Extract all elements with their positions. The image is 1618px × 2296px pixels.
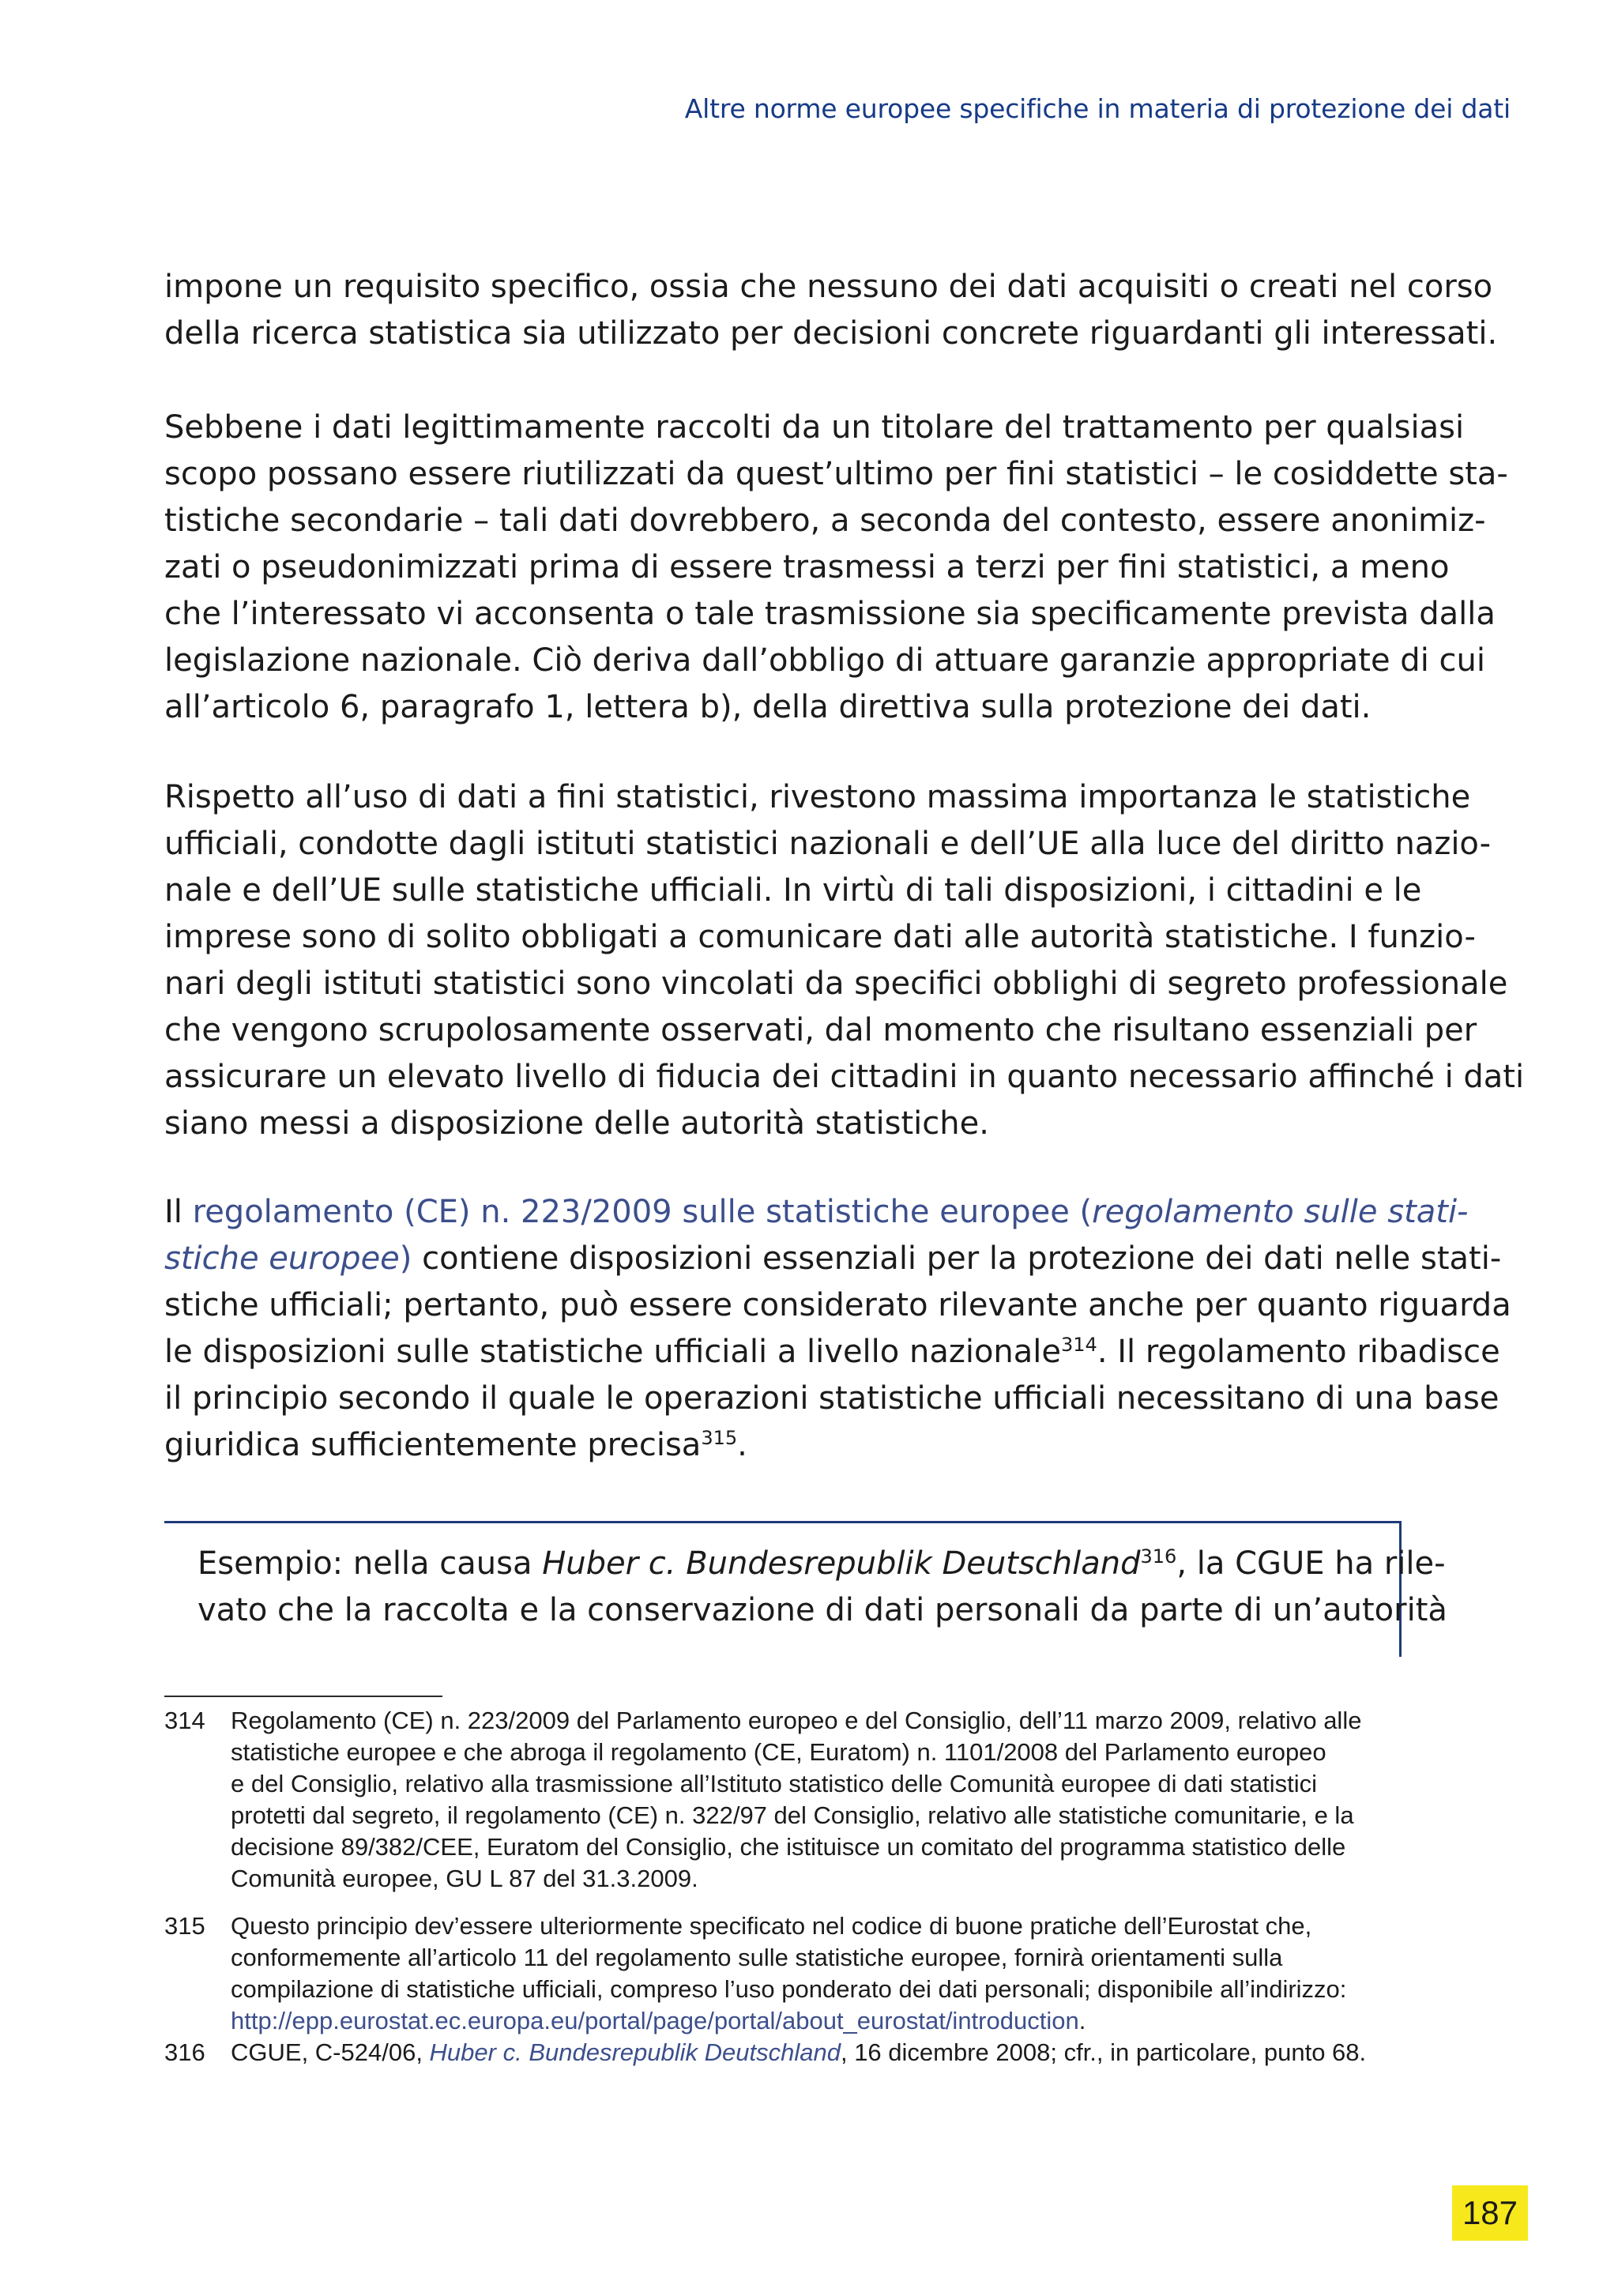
text-line: stiche ufficiali; pertanto, può essere considerato rilevante anche per quanto riguarda [164, 1287, 1511, 1323]
text-line [164, 1236, 1502, 1282]
case-link[interactable]: Huber c. Bundesrepublik Deutschland [429, 2038, 841, 2066]
footnote-body [231, 2037, 1413, 2068]
paragraph-1 [164, 264, 1498, 357]
text-line: zati o pseudonimizzati prima di essere trasmessi a terzi per fini statistici, a meno [164, 549, 1450, 585]
footnote-line: conformemente all’articolo 11 del regolamento sulle statistiche europee, fornirà orientamenti sulla [231, 1944, 1283, 1971]
footnote-line: compilazione di statistiche ufficiali, compreso l’uso ponderato dei dati personali; disponibile all’indirizzo: [231, 1975, 1347, 2003]
footnote-line: Comunità europee, GU L 87 del 31.3.2009. [231, 1865, 698, 1892]
text-span: contiene disposizioni essenziali per la protezione dei dati nelle stati- [412, 1240, 1502, 1277]
text-line [164, 1422, 1401, 1469]
footnote-ref-315[interactable]: 315 [701, 1427, 738, 1449]
link-italic-text: stiche europee [164, 1240, 400, 1277]
footnote-line: statistiche europee e che abroga il regolamento (CE, Euratom) n. 1101/2008 del Parlamento europeo [231, 1738, 1326, 1766]
text-line: scopo possano essere riutilizzati da quest’ultimo per fini statistici – le cosiddette sta- [164, 456, 1508, 492]
page-number: 187 [1452, 2185, 1528, 2241]
text-line: Sebbene i dati legittimamente raccolti da un titolare del trattamento per qualsiasi [164, 409, 1465, 446]
text-line: che vengono scrupolosamente osservati, dal momento che risultano essenziali per [164, 1012, 1477, 1048]
footnote-line: decisione 89/382/CEE, Euratom del Consiglio, che istituisce un comitato del programma statistico delle [231, 1833, 1346, 1861]
text-span: Il [164, 1194, 193, 1230]
running-header: Altre norme europee specifiche in materia di protezione dei dati [684, 93, 1511, 124]
footnote-line: Questo principio dev’essere ulteriormente specificato nel codice di buone pratiche dell’Eurostat che, [231, 1912, 1312, 1940]
footnote-line [231, 2005, 1413, 2037]
footnote-ref-314[interactable]: 314 [1061, 1334, 1097, 1356]
footnote-ref-316[interactable]: 316 [1140, 1545, 1177, 1568]
text-line [164, 1189, 1469, 1236]
text-span: . [1078, 2007, 1086, 2034]
text-line [164, 1329, 1500, 1376]
paragraph-3 [164, 774, 1525, 1147]
regulation-link[interactable] [193, 1194, 1469, 1230]
text-span: CGUE, C-524/06, [231, 2038, 430, 2066]
text-line: ufficiali, condotte dagli istituti statistici nazionali e dell’UE alla luce del diritto nazio- [164, 826, 1492, 862]
footnote-line: e del Consiglio, relativo alla trasmissione all’Istituto statistico delle Comunità europee di dati statistici [231, 1770, 1317, 1797]
footnote-line: protetti dal segreto, il regolamento (CE) n. 322/97 del Consiglio, relativo alle statistiche comunitarie, e la [231, 1801, 1354, 1829]
example-text [198, 1541, 1447, 1634]
text-line: che l’interessato vi acconsenta o tale trasmissione sia specificamente prevista dalla [164, 596, 1496, 632]
text-line: vato che la raccolta e la conservazione di dati personali da parte di un’autorità [198, 1592, 1447, 1628]
text-line: il principio secondo il quale le operazioni statistiche ufficiali necessitano di una base [164, 1380, 1499, 1417]
text-line [198, 1541, 1446, 1587]
text-span: giuridica sufficientemente precisa [164, 1427, 702, 1463]
footnote-body [231, 1705, 1413, 1895]
text-line: siano messi a disposizione delle autorità statistiche. [164, 1105, 989, 1142]
text-line: nale e dell’UE sulle statistiche ufficiali. In virtù di tali disposizioni, i cittadini e le [164, 872, 1422, 909]
text-span: . [737, 1427, 747, 1463]
case-name: Huber c. Bundesrepublik Deutschland [542, 1545, 1141, 1582]
text-line: legislazione nazionale. Ciò deriva dall’obbligo di attuare garanzie appropriate di cui [164, 642, 1485, 679]
text-line: all’articolo 6, paragrafo 1, lettera b), della direttiva sulla protezione dei dati. [164, 689, 1372, 725]
paragraph-4 [164, 1189, 1511, 1469]
text-span: Esempio: nella causa [198, 1545, 543, 1582]
link-text: ) [399, 1240, 412, 1277]
link-text: regolamento (CE) n. 223/2009 sulle statistiche europee ( [192, 1194, 1093, 1230]
footnote-number: 316 [164, 2038, 205, 2066]
footnote-line: Regolamento (CE) n. 223/2009 del Parlamento europeo e del Consiglio, dell’11 marzo 2009, relativo alle [231, 1707, 1362, 1734]
regulation-link-continued[interactable] [164, 1240, 412, 1277]
footnote-body [231, 1910, 1413, 2037]
footnote-number: 314 [164, 1707, 205, 1734]
text-line: impone un requisito specifico, ossia che nessuno dei dati acquisiti o creati nel corso [164, 269, 1493, 305]
text-line: imprese sono di solito obbligati a comunicare dati alle autorità statistiche. I funzio- [164, 919, 1476, 955]
link-italic-text: regolamento sulle stati- [1092, 1194, 1469, 1230]
text-line: nari degli istituti statistici sono vincolati da specifici obblighi di segreto professionale [164, 965, 1508, 1002]
text-line: Rispetto all’uso di dati a fini statistici, rivestono massima importanza le statistiche [164, 779, 1471, 815]
text-line: della ricerca statistica sia utilizzato per decisioni concrete riguardanti gli interessati. [164, 315, 1498, 352]
paragraph-2 [164, 405, 1508, 731]
text-span: , 16 dicembre 2008; cfr., in particolare, punto 68. [840, 2038, 1367, 2066]
text-line: tistiche secondarie – tali dati dovrebbero, a seconda del contesto, essere anonimiz- [164, 502, 1486, 539]
eurostat-url-link[interactable]: http://epp.eurostat.ec.europa.eu/portal/page/portal/about_eurostat/introduction [231, 2007, 1079, 2034]
text-span: . Il regolamento ribadisce [1097, 1334, 1500, 1370]
footnote-divider [164, 1696, 442, 1697]
footnote-line [231, 2037, 1413, 2068]
footnote-number: 315 [164, 1912, 205, 1940]
text-line: assicurare un elevato livello di fiducia dei cittadini in quanto necessario affinché i dati [164, 1059, 1525, 1095]
text-span: le disposizioni sulle statistiche ufficiali a livello nazionale [164, 1334, 1061, 1370]
text-span: , la CGUE ha rile- [1176, 1545, 1446, 1582]
